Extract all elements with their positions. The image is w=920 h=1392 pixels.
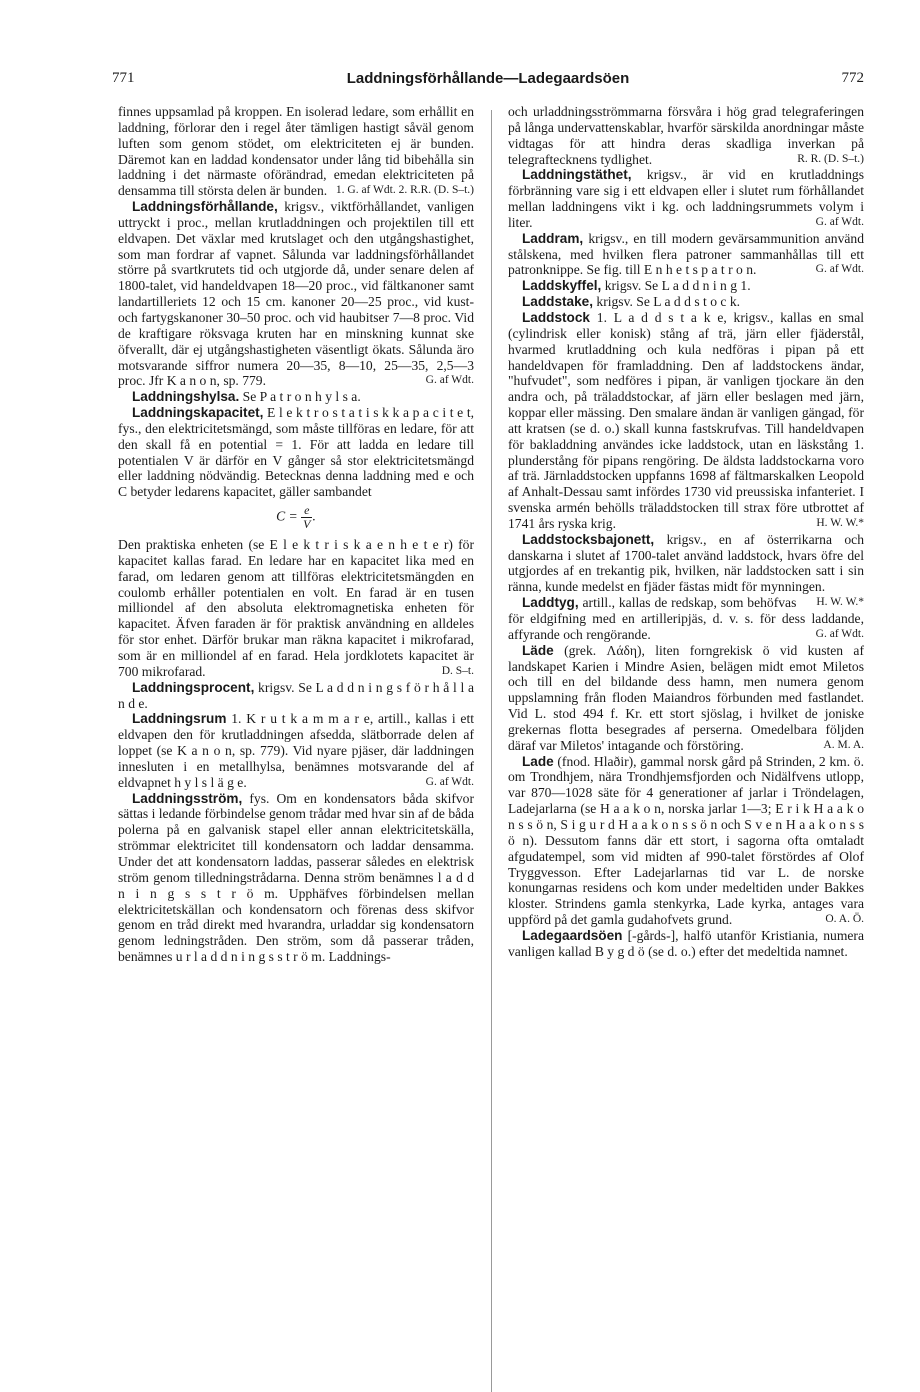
page-number-left: 771	[112, 70, 135, 86]
entry-text: E l e k t r o s t a t i s k k a p a c i t e t, fys., den elektricitetsmängd, som måste tillföras en ledare, för att den skall få en potential = 1. För att ladda en ledare till potentialen V är därför en V gånger så stor elektricitetsmängd eller laddning nödvändig. Betecknas denna laddning med e och C betyder ledarens kapacitet, gäller sambandet	[118, 405, 474, 500]
running-title: Laddningsförhållande—Ladegaardsöen	[346, 70, 630, 87]
signature: H. W. W.*	[816, 516, 864, 529]
entry-headword: Laddskyffel,	[522, 278, 602, 294]
right-column	[508, 104, 864, 960]
entry-headword: Lade	[522, 753, 554, 769]
signature: R. R. (D. S–t.)	[797, 152, 864, 165]
signature: D. S–t.	[441, 664, 474, 677]
capacity-formula	[118, 504, 474, 531]
entry-continuation	[118, 537, 474, 680]
entry-laddningsprocent	[118, 680, 474, 712]
signature: A. M. A.	[823, 738, 864, 751]
entry-headword: Läde	[522, 642, 554, 658]
entry-text: fys. Om en kondensators båda skifvor sättas i ledande förbindelse genom trådar med hvar sin af de båda polerna på en galvanisk stapel eller annan elektricitetskälla, strömmar elektricitet till kondensatorn och laddar densamma. Under det att kondensatorn laddas, passerar således en elektrisk ström genom tilledningstrådarna. Denna ström benämnes l a d d n i n g s s t r ö m. Upphäfves förbindelsen mellan elektricitetskällan och kondensatorn och förenas dess skifvor genom en tråd direkt med hvarandra, urladdar sig kondensatorn genom ledningstråden. Den ström, som då passerar tråden, benämnes u r l a d d n i n g s s t r ö m. Laddnings-	[118, 790, 474, 965]
formula-numerator: e	[301, 504, 312, 518]
entry-headword: Laddningshylsa.	[132, 389, 240, 405]
entry-text: krigsv., viktförhållandet, vanligen uttryckt i proc., mellan krutladdningen och projektilen till ett eldvapen. Det växlar med krutslaget och den utgångshastighet, som man fordrar af vapnet. Sålunda var laddningsförhållandet större på svartkrutets tid och utgjorde då, under senare delen af 1800-talet, vid handeldvapen 18—20 proc., vid fältkanoner samt landartilleriets 12 och 15 cm. kanoner 20—25 proc., vid kust- och fartygskanoner 30–50 proc. och vid haubitser 7—8 proc. Vid de kraftigare röksvaga kruten har en minskning kunnat ske öfverallt, där ej utgångshastigheten väsentligt ökats. Sålunda äro motsvarande siffror numera 20—35, 8—10, 25—35, 2,5—3 proc. Jfr K a n o n, sp. 779.	[118, 199, 474, 389]
signature: G. af Wdt.	[815, 215, 864, 228]
entry-text: (grek. Λάδη), liten forngrekisk ö vid kusten af landskapet Karien i Mindre Asien, belägen midt emot Miletos och till en del bildande dess hamn, men numera genom uppslamning från floden Maiandros förbunden med fastlandet. Vid L. stod 494 f. Kr. ett stort sjöslag, i hvilket de joniske grekernas flotta besegrades af perserna. Omedelbara följden däraf var Miletos' intagande och förstöring.	[508, 642, 864, 753]
formula-fraction	[301, 504, 312, 531]
paragraph-text: finnes uppsamlad på kroppen. En isolerad ledare, som erhållit en laddning, förlorar den i regel åter tämligen hastigt såväl genom luften som genom stödet, om elektriciteten ej är bunden. Däremot kan en laddad kondensator under lång tid bibehålla sin laddning i det närmaste oförändrad, emedan elektriciteten på densamma till största delen är bunden.	[118, 104, 474, 199]
entry-text: krigsv., är vid en krutladdnings förbränning vare sig i ett eldvapen eller i slutet rum förhållandet mellan laddningens vikt i kg. och laddningsrummets volym i liter.	[508, 167, 864, 230]
signature: O. A. Ö.	[825, 913, 864, 926]
entry-headword: Laddningsprocent,	[132, 679, 255, 695]
entry-ladegaardsoen	[508, 928, 864, 960]
entry-laddningshylsa	[118, 389, 474, 405]
page-header	[112, 68, 864, 92]
entry-laddningsforhallande	[118, 199, 474, 389]
entry-laddningsrum	[118, 711, 474, 790]
paragraph-text: och urladdningsströmmarna försvåra i hög grad telegraferingen på långa undervattenskablar, hvarför särskilda anordningar måste vidtagas för att hindra deras skadliga inverkan på telegraftecknens tydlighet.	[508, 104, 864, 167]
entry-text: 1. K r u t k a m m a r e, artill., kallas i ett eldvapen den för krutladdningen afsedda, slätborrade delen af loppet (se K a n o n, sp. 779). Vid nyare pjäser, där laddningen innesluten i en metallhylsa, benämnes motsvarande del af eldvapnet h y l s l ä g e.	[118, 711, 474, 790]
entry-headword: Laddningskapacitet,	[132, 405, 264, 421]
entry-headword: Ladegaardsöen	[522, 927, 623, 943]
entry-headword: Laddstocksbajonett,	[522, 531, 655, 547]
entry-laddstock	[508, 310, 864, 532]
formula-lhs: C =	[276, 508, 298, 524]
entry-text: krigsv. Se L a d d n i n g 1.	[601, 278, 751, 294]
entry-laddningstathet	[508, 167, 864, 230]
entry-laddningskapacitet	[118, 405, 474, 500]
continuation-paragraph	[118, 104, 474, 199]
entry-text: artill., kallas de redskap, som behöfvas för eldgifning med en artilleripjäs, d. v. s. för dess laddande, affyrande och rengörande.	[508, 595, 864, 642]
entry-laddningsstrom	[118, 791, 474, 965]
entry-text: [-gårds-], halfö utanför Kristiania, numera vanligen kallad B y g d ö (se d. o.) efter det medeltida namnet.	[508, 927, 864, 959]
entry-headword: Laddningsförhållande,	[132, 199, 278, 215]
entry-headword: Laddningsrum	[132, 711, 227, 727]
entry-headword: Laddstake,	[522, 294, 594, 310]
entry-headword: Laddram,	[522, 230, 584, 246]
signature: G. af Wdt.	[425, 775, 474, 788]
entry-lade-farm	[508, 754, 864, 928]
entry-text: 1. L a d d s t a k e, krigsv., kallas en smal (cylindrisk eller konisk) stång af trä, järn eller fjäderstål, hvarmed krutladdning och kula nedföras i pipan på ett handeldvapen för framladdning. Den af laddstockens ändar, "hufvudet", som nedföres i pipan, är vanligen tjockare än den andra och, på träladdstockar, af järn eller beslagen med järn, koppar eller mässing. Den smalare ändan är vanligen gängad, för att kratsen (se d. o.) skall kunna fastskrufvas. Till handeldvapen för bakladdning användes icke laddstock, utan en läskstång 1. plunderstång för pipans rengöring. De äldsta laddstockarna voro af trä. Järnladdstocken uppfanns 1698 af fältmarskalken Leopold af Anhalt-Dessau samt infördes 1730 vid preussiska infanteriet. I svenska armén behölls träladdstocken till strax före utbrottet af 1741 års ryska krig.	[508, 309, 864, 531]
formula-end: .	[312, 508, 316, 524]
entry-text: krigsv., en af österrikarna och danskarna i slutet af 1700-talet använd laddstock, hvars öfre del utgjordes af en trekantig pik, hvilken, när laddstocken satt i sin ränna, kunde medelst en fjäder fästas midt för mynningen.	[508, 531, 864, 595]
formula-denominator: V	[303, 517, 311, 532]
entry-text: krigsv. Se L a d d n i n g s f ö r h å l l a n d e.	[118, 679, 474, 711]
entry-headword: Laddningstäthet,	[522, 167, 632, 183]
entry-headword: Laddstock	[522, 309, 590, 325]
entry-laddstake	[508, 294, 864, 310]
signature: G. af Wdt.	[815, 627, 864, 640]
entry-laddskyffel	[508, 278, 864, 294]
signature: G. af Wdt.	[815, 263, 864, 276]
entry-text: Se P a t r o n h y l s a.	[239, 389, 361, 405]
entry-laddram	[508, 231, 864, 279]
column-divider	[491, 110, 492, 1392]
entry-text: krigsv., en till modern gevärsammunition använd stålskena, med hvilken flera patroner sammanhållas till ett patronknippe. Se fig. till E n h e t s p a t r o n.	[508, 230, 864, 278]
entry-text: (fnod. Hlaðir), gammal norsk gård på Strinden, 2 km. ö. om Trondhjem, nära Trondhjemsfjorden och Nidälfvens utlopp, var 870—1028 säte för 4 generationer af jarlar i Tröndelagen, Ladejarlarna (se H a a k o n, norska jarlar 1—3; E r i k H a a k o n s s ö n, S i g u r d H a a k o n s s ö n och S v e n H a a k o n s s ö n). Dessutom fanns där ett stort, i sagorna ofta omtaladt afgudatempel, som vid midten af 990-talet förstördes af Olof Tryggvesson. Efter Ladejarlarnas tid var L. de norske konungarnas residens och kom under medeltiden under Bakkes kloster. Strindens gamla stenkyrka, Lade kyrka, antages vara uppförd på det gamla gudahofvets grund.	[508, 753, 864, 928]
page-number-right: 772	[841, 70, 864, 86]
left-column	[118, 104, 474, 965]
continuation-paragraph	[508, 104, 864, 167]
signature: G. af Wdt.	[425, 374, 474, 387]
entry-text: krigsv. Se L a d d s t o c k.	[593, 294, 741, 310]
paragraph-text: Den praktiska enheten (se E l e k t r i s k a e n h e t e r) för kapacitet kallas farad. En ledare har en kapacitet lika med en farad, om ledaren genom att tillföras elektricitetsmängden en coulomb erhåller potentialen en volt. En farad är en tusen milliondel af den absoluta elektromagnetiska enheten för kapacitet. Äfven faraden är för praktisk användning en alldeles för stor enhet. Därför brukar man räkna kapacitet i mikrofarad, som är en milliondel af en farad. Hela jordklotets kapacitet är 700 mikrofarad.	[118, 537, 474, 679]
entry-headword: Laddningsström,	[132, 790, 243, 806]
signature: H. W. W.*	[816, 596, 864, 609]
signature: 1. G. af Wdt. 2. R.R. (D. S–t.)	[335, 184, 474, 197]
entry-lade-island	[508, 643, 864, 754]
entry-headword: Laddtyg,	[522, 595, 579, 611]
